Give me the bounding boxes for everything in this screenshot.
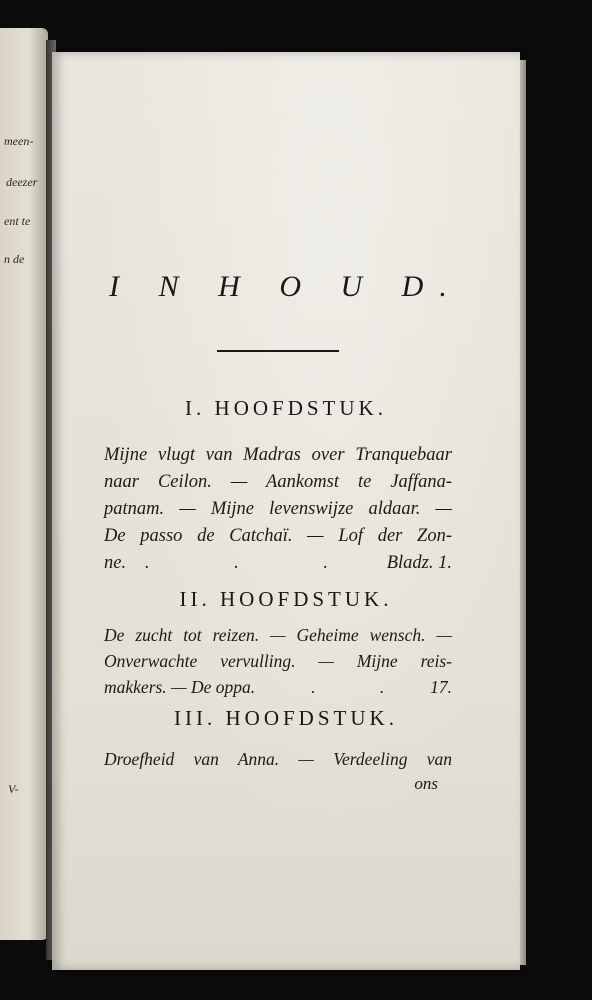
summary-line-end: ne. (104, 553, 127, 573)
page-number: Bladz. 1. (386, 553, 452, 573)
summary-line: Droefheid van Anna. — Verdeeling van (104, 749, 452, 769)
summary-line: Mijne vlugt van Madras over Tranquebaar (104, 445, 452, 465)
chapter-heading: III. HOOFDSTUK. (174, 706, 398, 730)
chapter-summary (104, 746, 452, 772)
summary-line: De zucht tot reizen. — Geheime wensch. — (104, 625, 452, 645)
catchword: ons (414, 774, 438, 793)
page-edge (520, 60, 526, 965)
facing-page-fragment: deezer (6, 175, 38, 189)
summary-line: patnam. — Mijne levenswijze aldaar. — (104, 499, 452, 519)
facing-page-fragment: V- (8, 782, 19, 796)
title-rule (217, 350, 339, 352)
chapter-summary (104, 622, 452, 700)
page-number: 17. (430, 677, 452, 697)
book-page (52, 52, 520, 970)
chapter-summary (104, 442, 452, 577)
page-title: I N H O U D. (109, 270, 463, 303)
dot-leader: . . . (144, 553, 368, 573)
facing-page (0, 28, 48, 940)
chapter-heading: I. HOOFDSTUK. (185, 396, 387, 420)
chapter-heading: II. HOOFDSTUK. (179, 587, 393, 611)
summary-line: Onverwachte vervulling. — Mijne reis- (104, 651, 452, 671)
facing-page-fragment: ent te (4, 214, 31, 228)
facing-page-fragment: n de (4, 252, 25, 266)
facing-page-fragment: meen- (4, 134, 34, 148)
summary-line-end: makkers. — De oppa. (104, 677, 256, 697)
summary-line: naar Ceilon. — Aankomst te Jaffana- (104, 472, 452, 492)
page-reference-line (104, 674, 452, 700)
page-reference-line (104, 550, 452, 577)
summary-line: De passo de Catchaï. — Lof der Zon- (104, 526, 452, 546)
dot-leader: . . (311, 677, 415, 697)
